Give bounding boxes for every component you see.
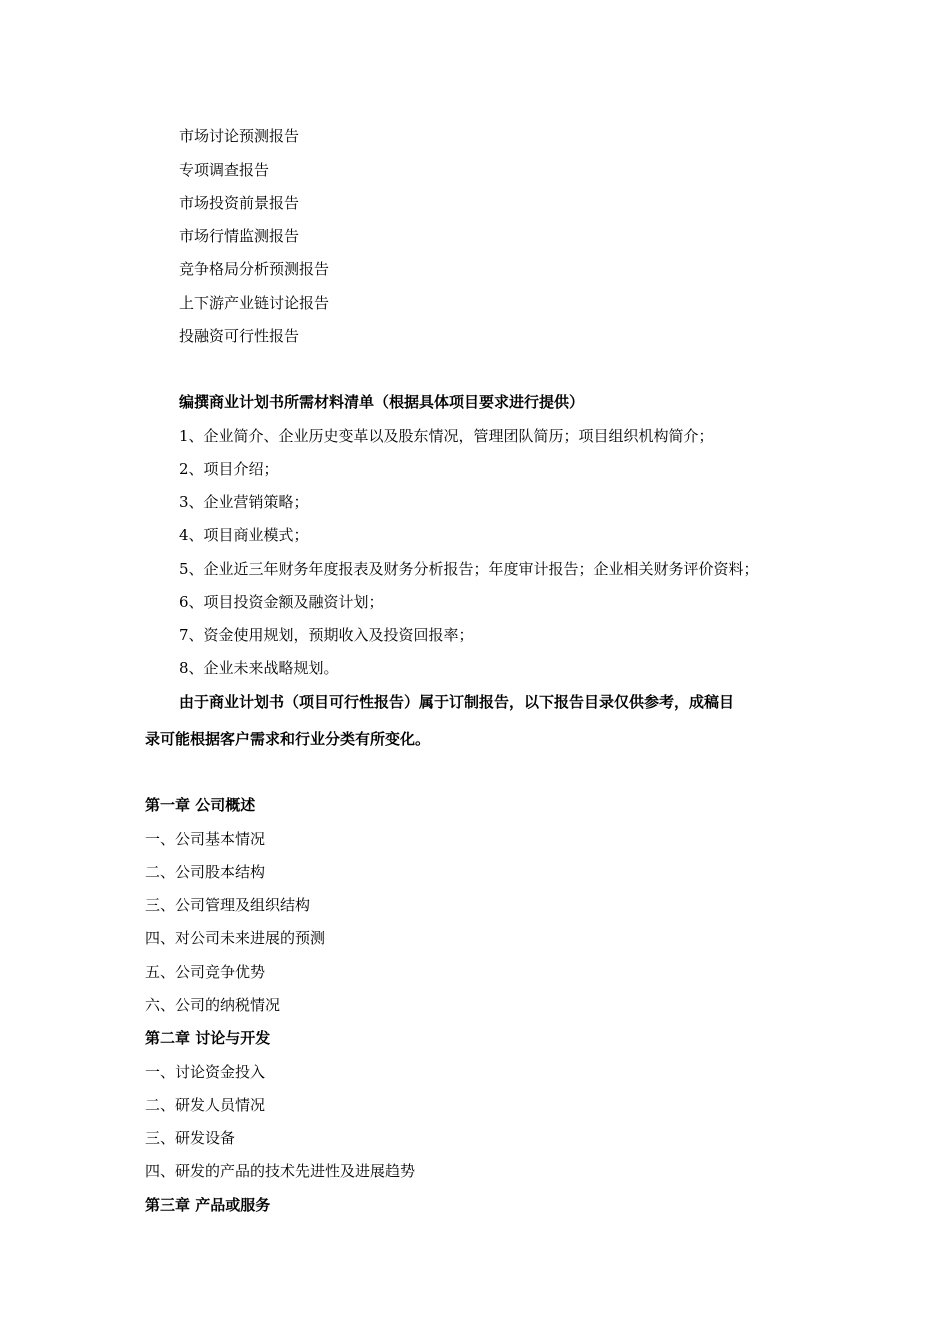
materials-item: 7、资金使用规划，预期收入及投资回报率； bbox=[179, 626, 474, 644]
note-paragraph-line2: 录可能根据客户需求和行业分类有所变化。 bbox=[145, 730, 431, 748]
note-paragraph-line1: 由于商业计划书（项目可行性报告）属于订制报告，以下报告目录仅供参考，成稿目 bbox=[179, 693, 735, 711]
chapter-title: 第三章 产品或服务 bbox=[145, 1196, 271, 1214]
materials-item: 2、项目介绍； bbox=[179, 460, 279, 478]
chapter-item: 一、公司基本情况 bbox=[145, 830, 266, 848]
report-type-item: 上下游产业链讨论报告 bbox=[179, 294, 330, 312]
materials-item: 1、企业简介、企业历史变革以及股东情况，管理团队简历；项目组织机构简介； bbox=[179, 427, 714, 445]
materials-item: 8、企业未来战略规划。 bbox=[179, 659, 339, 677]
report-type-item: 市场行情监测报告 bbox=[179, 227, 300, 245]
report-type-item: 市场投资前景报告 bbox=[179, 194, 300, 212]
chapter-item: 二、公司股本结构 bbox=[145, 863, 266, 881]
chapter-item: 二、研发人员情况 bbox=[145, 1096, 266, 1114]
chapter-item: 四、对公司未来进展的预测 bbox=[145, 929, 326, 947]
report-type-item: 投融资可行性报告 bbox=[179, 327, 300, 345]
chapter-item: 四、研发的产品的技术先进性及进展趋势 bbox=[145, 1162, 416, 1180]
chapter-item: 三、研发设备 bbox=[145, 1129, 236, 1147]
materials-item: 5、企业近三年财务年度报表及财务分析报告；年度审计报告；企业相关财务评价资料； bbox=[179, 560, 759, 578]
chapter-item: 三、公司管理及组织结构 bbox=[145, 896, 311, 914]
chapter-item: 六、公司的纳税情况 bbox=[145, 996, 281, 1014]
report-type-item: 竞争格局分析预测报告 bbox=[179, 260, 330, 278]
chapter-item: 五、公司竞争优势 bbox=[145, 963, 266, 981]
chapter-title: 第一章 公司概述 bbox=[145, 796, 256, 814]
materials-title: 编撰商业计划书所需材料清单（根据具体项目要求进行提供） bbox=[179, 393, 585, 411]
materials-item: 3、企业营销策略； bbox=[179, 493, 309, 511]
report-type-item: 专项调查报告 bbox=[179, 161, 270, 179]
materials-item: 6、项目投资金额及融资计划； bbox=[179, 593, 384, 611]
materials-item: 4、项目商业模式； bbox=[179, 526, 309, 544]
report-type-item: 市场讨论预测报告 bbox=[179, 127, 300, 145]
chapter-item: 一、讨论资金投入 bbox=[145, 1063, 266, 1081]
chapter-title: 第二章 讨论与开发 bbox=[145, 1029, 271, 1047]
